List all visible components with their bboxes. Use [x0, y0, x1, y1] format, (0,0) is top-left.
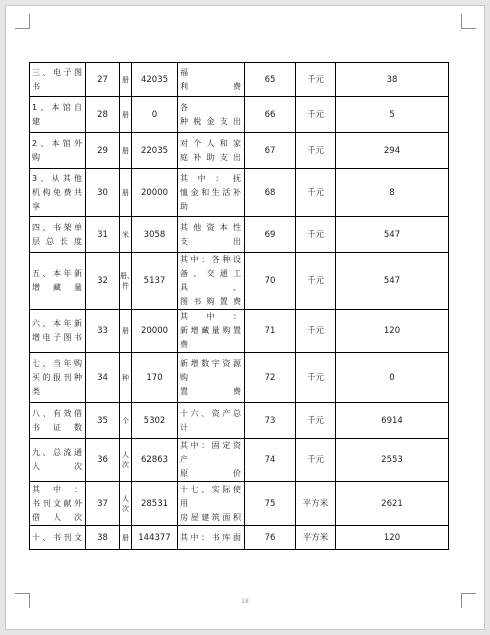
right-item-label-line: 新增藏量购置费	[180, 326, 242, 349]
left-item-unit: 人次	[120, 439, 132, 482]
table-row	[30, 439, 449, 482]
right-item-code: 68	[245, 169, 296, 217]
left-item-code: 28	[86, 97, 120, 133]
right-item-label-line: 十七、实际使用	[180, 484, 242, 508]
right-item-code: 76	[245, 526, 296, 550]
right-item-value: 2553	[336, 439, 449, 482]
left-item-value: 62863	[132, 439, 178, 482]
left-item-label-line: 2、本馆外	[32, 138, 83, 148]
table-row	[30, 63, 449, 97]
left-item-label-line: 增藏量	[32, 283, 83, 292]
right-item-unit: 千元	[296, 253, 336, 310]
left-item-label-line: 五、本年新	[32, 269, 83, 278]
right-item-label	[178, 217, 245, 253]
right-item-label-line: 种税金支出	[180, 116, 242, 126]
right-item-label-line: 备、交通工具、	[180, 269, 242, 292]
left-item-label	[30, 133, 86, 169]
right-item-label-line: 新增数字资源购	[180, 358, 242, 382]
left-item-code: 30	[86, 169, 120, 217]
left-item-label-line: 六、本年新	[32, 319, 83, 328]
right-item-unit: 千元	[296, 353, 336, 403]
left-item-label	[30, 253, 86, 310]
left-item-label-line: 层总长度	[32, 236, 83, 246]
left-item-label-line: 九、总流通	[32, 448, 83, 457]
table-row	[30, 253, 449, 310]
right-item-unit: 平方米	[296, 482, 336, 526]
left-item-unit: 米	[120, 217, 132, 253]
table-row	[30, 97, 449, 133]
left-item-unit: 册	[120, 63, 132, 97]
right-item-label-line: 图书购置费	[180, 297, 242, 306]
left-item-label-line: 四、书架单	[32, 222, 83, 232]
left-item-value: 20000	[132, 169, 178, 217]
right-item-label-line: 恤金和生活补助	[180, 187, 242, 211]
right-item-code: 70	[245, 253, 296, 310]
left-item-unit: 个	[120, 403, 132, 439]
left-item-code: 36	[86, 439, 120, 482]
right-item-label-line: 其中：固定资产	[180, 441, 242, 464]
right-item-label-line: 其他资本性	[180, 222, 242, 232]
left-item-unit: 册	[120, 169, 132, 217]
right-item-label	[178, 97, 245, 133]
right-item-label-line: 其中：书库面	[180, 532, 242, 542]
left-item-value: 170	[132, 353, 178, 403]
left-item-value: 144377	[132, 526, 178, 550]
left-item-value: 28531	[132, 482, 178, 526]
right-item-unit: 千元	[296, 97, 336, 133]
right-item-label	[178, 63, 245, 97]
left-item-code: 38	[86, 526, 120, 550]
left-item-label	[30, 526, 86, 550]
right-item-label	[178, 526, 245, 550]
right-item-code: 66	[245, 97, 296, 133]
left-item-label-line: 类	[32, 386, 41, 396]
table-row	[30, 169, 449, 217]
left-item-label-line: 书	[32, 81, 41, 91]
left-item-label-line: 增电子图书	[32, 333, 83, 342]
left-item-label-line: 书证数	[32, 422, 83, 432]
right-item-code: 75	[245, 482, 296, 526]
right-item-label-line: 支出	[180, 236, 242, 246]
left-item-label-line: 购	[32, 152, 41, 162]
right-item-label-line: 其中：各种设	[180, 255, 242, 264]
right-item-label	[178, 482, 245, 526]
left-item-label-line: 1、本馆自	[32, 102, 83, 112]
left-item-label	[30, 217, 86, 253]
right-item-unit: 千元	[296, 63, 336, 97]
left-item-code: 37	[86, 482, 120, 526]
right-item-label-line: 庭补助支出	[180, 152, 242, 162]
table-row	[30, 482, 449, 526]
right-item-code: 69	[245, 217, 296, 253]
right-item-value: 38	[336, 63, 449, 97]
right-item-code: 65	[245, 63, 296, 97]
left-item-unit: 册	[120, 133, 132, 169]
right-item-label-line: 各	[180, 102, 189, 112]
left-item-value: 0	[132, 97, 178, 133]
right-item-code: 72	[245, 353, 296, 403]
left-item-unit: 种	[120, 353, 132, 403]
left-item-value: 20000	[132, 310, 178, 353]
crop-mark-top-left	[15, 14, 30, 29]
left-item-code: 32	[86, 253, 120, 310]
left-item-value: 5302	[132, 403, 178, 439]
left-item-label-line: 3、从其他	[32, 173, 83, 183]
left-item-value: 3058	[132, 217, 178, 253]
left-item-label	[30, 353, 86, 403]
left-item-value: 22035	[132, 133, 178, 169]
right-item-label	[178, 253, 245, 310]
left-item-code: 35	[86, 403, 120, 439]
right-item-label-line: 其中：抚	[180, 173, 242, 183]
left-item-label	[30, 310, 86, 353]
left-item-unit: 册	[120, 310, 132, 353]
right-item-label	[178, 439, 245, 482]
right-item-unit: 平方米	[296, 526, 336, 550]
left-item-code: 33	[86, 310, 120, 353]
right-item-value: 294	[336, 133, 449, 169]
right-item-unit: 千元	[296, 217, 336, 253]
right-item-label-line: 房屋建筑面积	[180, 512, 242, 522]
table-row	[30, 133, 449, 169]
right-item-value: 2621	[336, 482, 449, 526]
left-item-label-line: 享	[32, 201, 41, 211]
right-item-label-line: 利费	[180, 81, 242, 91]
left-item-code: 34	[86, 353, 120, 403]
right-item-value: 120	[336, 526, 449, 550]
left-item-unit: 册、件	[120, 253, 132, 310]
right-item-value: 5	[336, 97, 449, 133]
right-item-label-line: 对个人和家	[180, 138, 242, 148]
right-item-label	[178, 133, 245, 169]
left-item-label	[30, 97, 86, 133]
right-item-label-line: 福	[180, 67, 189, 77]
right-item-value: 120	[336, 310, 449, 353]
left-item-label-line: 八、有效借	[32, 408, 83, 418]
right-item-label	[178, 169, 245, 217]
left-item-label	[30, 63, 86, 97]
left-item-label-line: 人次	[32, 462, 83, 471]
right-item-label-line: 原价	[180, 469, 242, 478]
left-item-code: 29	[86, 133, 120, 169]
right-item-label	[178, 353, 245, 403]
page-number: 18	[241, 598, 249, 605]
table-row	[30, 526, 449, 550]
left-item-label-line: 十、书刊文	[32, 532, 83, 542]
right-item-value: 547	[336, 217, 449, 253]
crop-mark-top-right	[461, 14, 476, 29]
left-item-label-line: 书刊文献外	[32, 498, 83, 508]
left-item-unit: 册	[120, 97, 132, 133]
statistics-table	[29, 62, 449, 550]
right-item-code: 67	[245, 133, 296, 169]
left-item-label	[30, 403, 86, 439]
right-item-value: 547	[336, 253, 449, 310]
table-row	[30, 403, 449, 439]
right-item-code: 73	[245, 403, 296, 439]
left-item-label-line: 三、电子图	[32, 67, 83, 77]
right-item-label-line: 十六、资产总计	[180, 408, 242, 432]
right-item-code: 74	[245, 439, 296, 482]
left-item-value: 42035	[132, 63, 178, 97]
right-item-label-line: 置费	[180, 386, 242, 396]
table-row	[30, 310, 449, 353]
right-item-unit: 千元	[296, 133, 336, 169]
table-row	[30, 353, 449, 403]
left-item-label-line: 建	[32, 116, 41, 126]
left-item-unit: 人次	[120, 482, 132, 526]
right-item-value: 6914	[336, 403, 449, 439]
table-row	[30, 217, 449, 253]
left-item-label	[30, 439, 86, 482]
left-item-label-line: 其中：	[32, 484, 83, 494]
right-item-label	[178, 403, 245, 439]
right-item-unit: 千元	[296, 310, 336, 353]
left-item-value: 5137	[132, 253, 178, 310]
left-item-label-line: 七、当年购	[32, 358, 83, 368]
right-item-value: 8	[336, 169, 449, 217]
left-item-label-line: 借人次	[32, 512, 83, 522]
left-item-label	[30, 169, 86, 217]
left-item-label	[30, 482, 86, 526]
right-item-label-line: 其中：	[180, 312, 242, 321]
left-item-code: 27	[86, 63, 120, 97]
left-item-unit: 册	[120, 526, 132, 550]
right-item-unit: 千元	[296, 439, 336, 482]
right-item-unit: 千元	[296, 169, 336, 217]
right-item-code: 71	[245, 310, 296, 353]
left-item-label-line: 买的报刊种	[32, 372, 83, 382]
right-item-unit: 千元	[296, 403, 336, 439]
right-item-label	[178, 310, 245, 353]
left-item-label-line: 机构免费共	[32, 187, 83, 197]
right-item-value: 0	[336, 353, 449, 403]
left-item-code: 31	[86, 217, 120, 253]
